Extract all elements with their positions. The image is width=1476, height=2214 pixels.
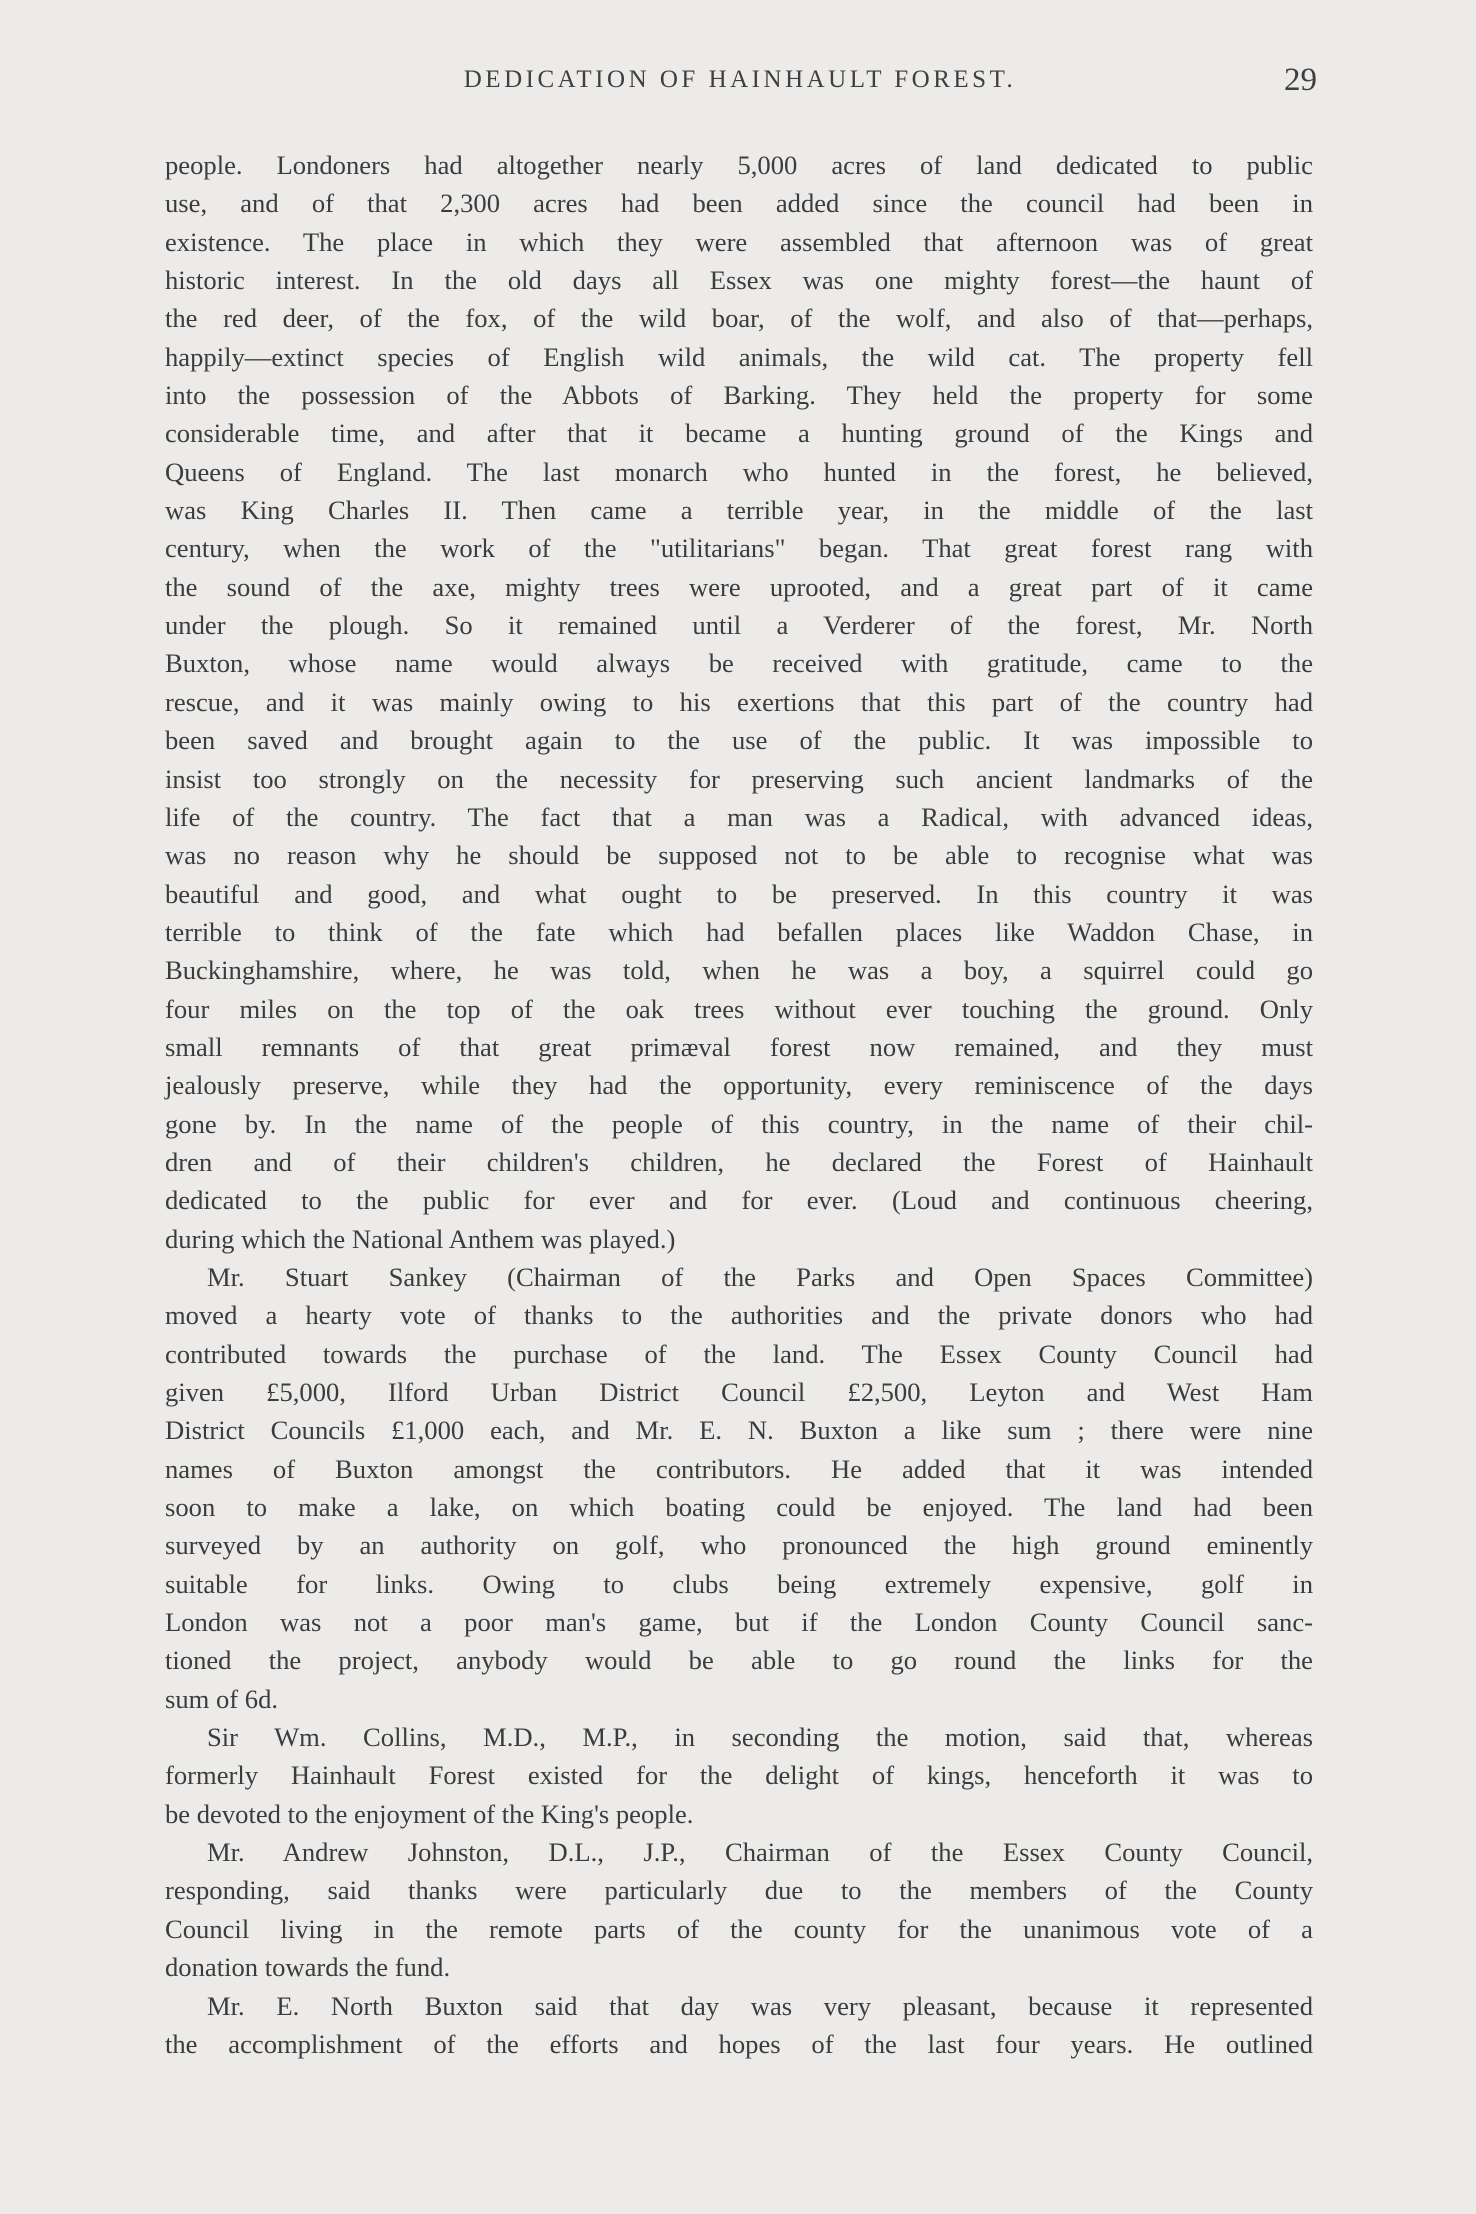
text-line: the sound of the axe, mighty trees were uprooted, and a great part of it came bbox=[165, 571, 1313, 602]
text-line: suitable for links. Owing to clubs being extremely expensive, golf in bbox=[165, 1568, 1313, 1599]
page-number: 29 bbox=[1284, 62, 1317, 98]
text-line: historic interest. In the old days all Essex was one mighty forest—the haunt of bbox=[165, 265, 1313, 296]
text-line: District Councils £1,000 each, and Mr. E. N. Buxton a like sum ; there were nine bbox=[165, 1415, 1313, 1446]
text-line: given £5,000, Ilford Urban District Council £2,500, Leyton and West Ham bbox=[165, 1377, 1313, 1407]
text-line: Buxton, whose name would always be received with gratitude, came to the bbox=[165, 648, 1313, 679]
text-line: Mr. Andrew Johnston, D.L., J.P., Chairman of the Essex County Council, bbox=[207, 1837, 1313, 1868]
text-line: considerable time, and after that it became a hunting ground of the Kings and bbox=[165, 418, 1313, 449]
text-line: existence. The place in which they were assembled that afternoon was of great bbox=[165, 226, 1313, 257]
text-line: the red deer, of the fox, of the wild boar, of the wolf, and also of that—perhaps, bbox=[165, 303, 1313, 334]
text-line: formerly Hainhault Forest existed for the delight of kings, henceforth it was to bbox=[165, 1760, 1313, 1791]
text-line: four miles on the top of the oak trees without ever touching the ground. Only bbox=[165, 993, 1313, 1024]
text-line: under the plough. So it remained until a Verderer of the forest, Mr. North bbox=[165, 610, 1313, 641]
text-line: Queens of England. The last monarch who hunted in the forest, he believed, bbox=[165, 456, 1313, 487]
text-line: names of Buxton amongst the contributors. He added that it was intended bbox=[165, 1453, 1313, 1484]
text-line: during which the National Anthem was played.) bbox=[165, 1223, 676, 1254]
text-line: dedicated to the public for ever and for ever. (Loud and continuous cheering, bbox=[165, 1185, 1313, 1216]
text-line: responding, said thanks were particularly due to the members of the County bbox=[165, 1875, 1313, 1906]
text-line: gone by. In the name of the people of this country, in the name of their chil- bbox=[165, 1108, 1313, 1139]
text-line: beautiful and good, and what ought to be preserved. In this country it was bbox=[165, 878, 1313, 909]
text-line: century, when the work of the "utilitarians" began. That great forest rang with bbox=[165, 533, 1313, 564]
text-line: the accomplishment of the efforts and hopes of the last four years. He outlined bbox=[165, 2028, 1313, 2059]
text-line: Buckinghamshire, where, he was told, when he was a boy, a squirrel could go bbox=[165, 955, 1313, 986]
text-line: was King Charles II. Then came a terrible year, in the middle of the last bbox=[165, 495, 1313, 526]
text-line: terrible to think of the fate which had befallen places like Waddon Chase, in bbox=[165, 916, 1313, 947]
text-line: use, and of that 2,300 acres had been added since the council had been in bbox=[165, 188, 1313, 219]
text-line: donation towards the fund. bbox=[165, 1952, 451, 1983]
body-text bbox=[165, 146, 1313, 2063]
running-title: DEDICATION OF HAINHAULT FOREST. bbox=[463, 66, 1017, 93]
text-line: Mr. E. North Buxton said that day was very pleasant, because it represented bbox=[207, 1990, 1313, 2021]
text-line: people. Londoners had altogether nearly 5,000 acres of land dedicated to public bbox=[165, 150, 1313, 180]
text-line: contributed towards the purchase of the land. The Essex County Council had bbox=[165, 1338, 1313, 1369]
text-line: insist too strongly on the necessity for preserving such ancient landmarks of the bbox=[165, 763, 1313, 794]
text-line: life of the country. The fact that a man was a Radical, with advanced ideas, bbox=[165, 801, 1313, 832]
text-line: happily—extinct species of English wild animals, the wild cat. The property fell bbox=[165, 341, 1313, 372]
text-line: small remnants of that great primæval forest now remained, and they must bbox=[165, 1031, 1313, 1062]
running-head bbox=[165, 62, 1315, 102]
text-line: sum of 6d. bbox=[165, 1683, 279, 1714]
text-line: been saved and brought again to the use of the public. It was impossible to bbox=[165, 725, 1313, 756]
text-line: rescue, and it was mainly owing to his exertions that this part of the country had bbox=[165, 686, 1313, 717]
text-line: Sir Wm. Collins, M.D., M.P., in seconding the motion, said that, whereas bbox=[207, 1722, 1313, 1753]
text-line: was no reason why he should be supposed not to be able to recognise what was bbox=[165, 840, 1313, 871]
text-line: surveyed by an authority on golf, who pronounced the high ground eminently bbox=[165, 1530, 1313, 1561]
text-line: tioned the project, anybody would be able to go round the links for the bbox=[165, 1645, 1313, 1676]
text-line: jealously preserve, while they had the opportunity, every reminiscence of the days bbox=[165, 1070, 1313, 1101]
text-line: moved a hearty vote of thanks to the authorities and the private donors who had bbox=[165, 1300, 1313, 1331]
text-line: Mr. Stuart Sankey (Chairman of the Parks and Open Spaces Committee) bbox=[207, 1261, 1313, 1292]
text-line: into the possession of the Abbots of Barking. They held the property for some bbox=[165, 380, 1313, 411]
text-line: London was not a poor man's game, but if the London County Council sanc- bbox=[165, 1607, 1313, 1638]
text-line: Council living in the remote parts of the county for the unanimous vote of a bbox=[165, 1913, 1313, 1944]
text-line: dren and of their children's children, he declared the Forest of Hainhault bbox=[165, 1146, 1313, 1177]
text-line: soon to make a lake, on which boating could be enjoyed. The land had been bbox=[165, 1492, 1313, 1523]
text-line: be devoted to the enjoyment of the King's people. bbox=[165, 1798, 694, 1829]
